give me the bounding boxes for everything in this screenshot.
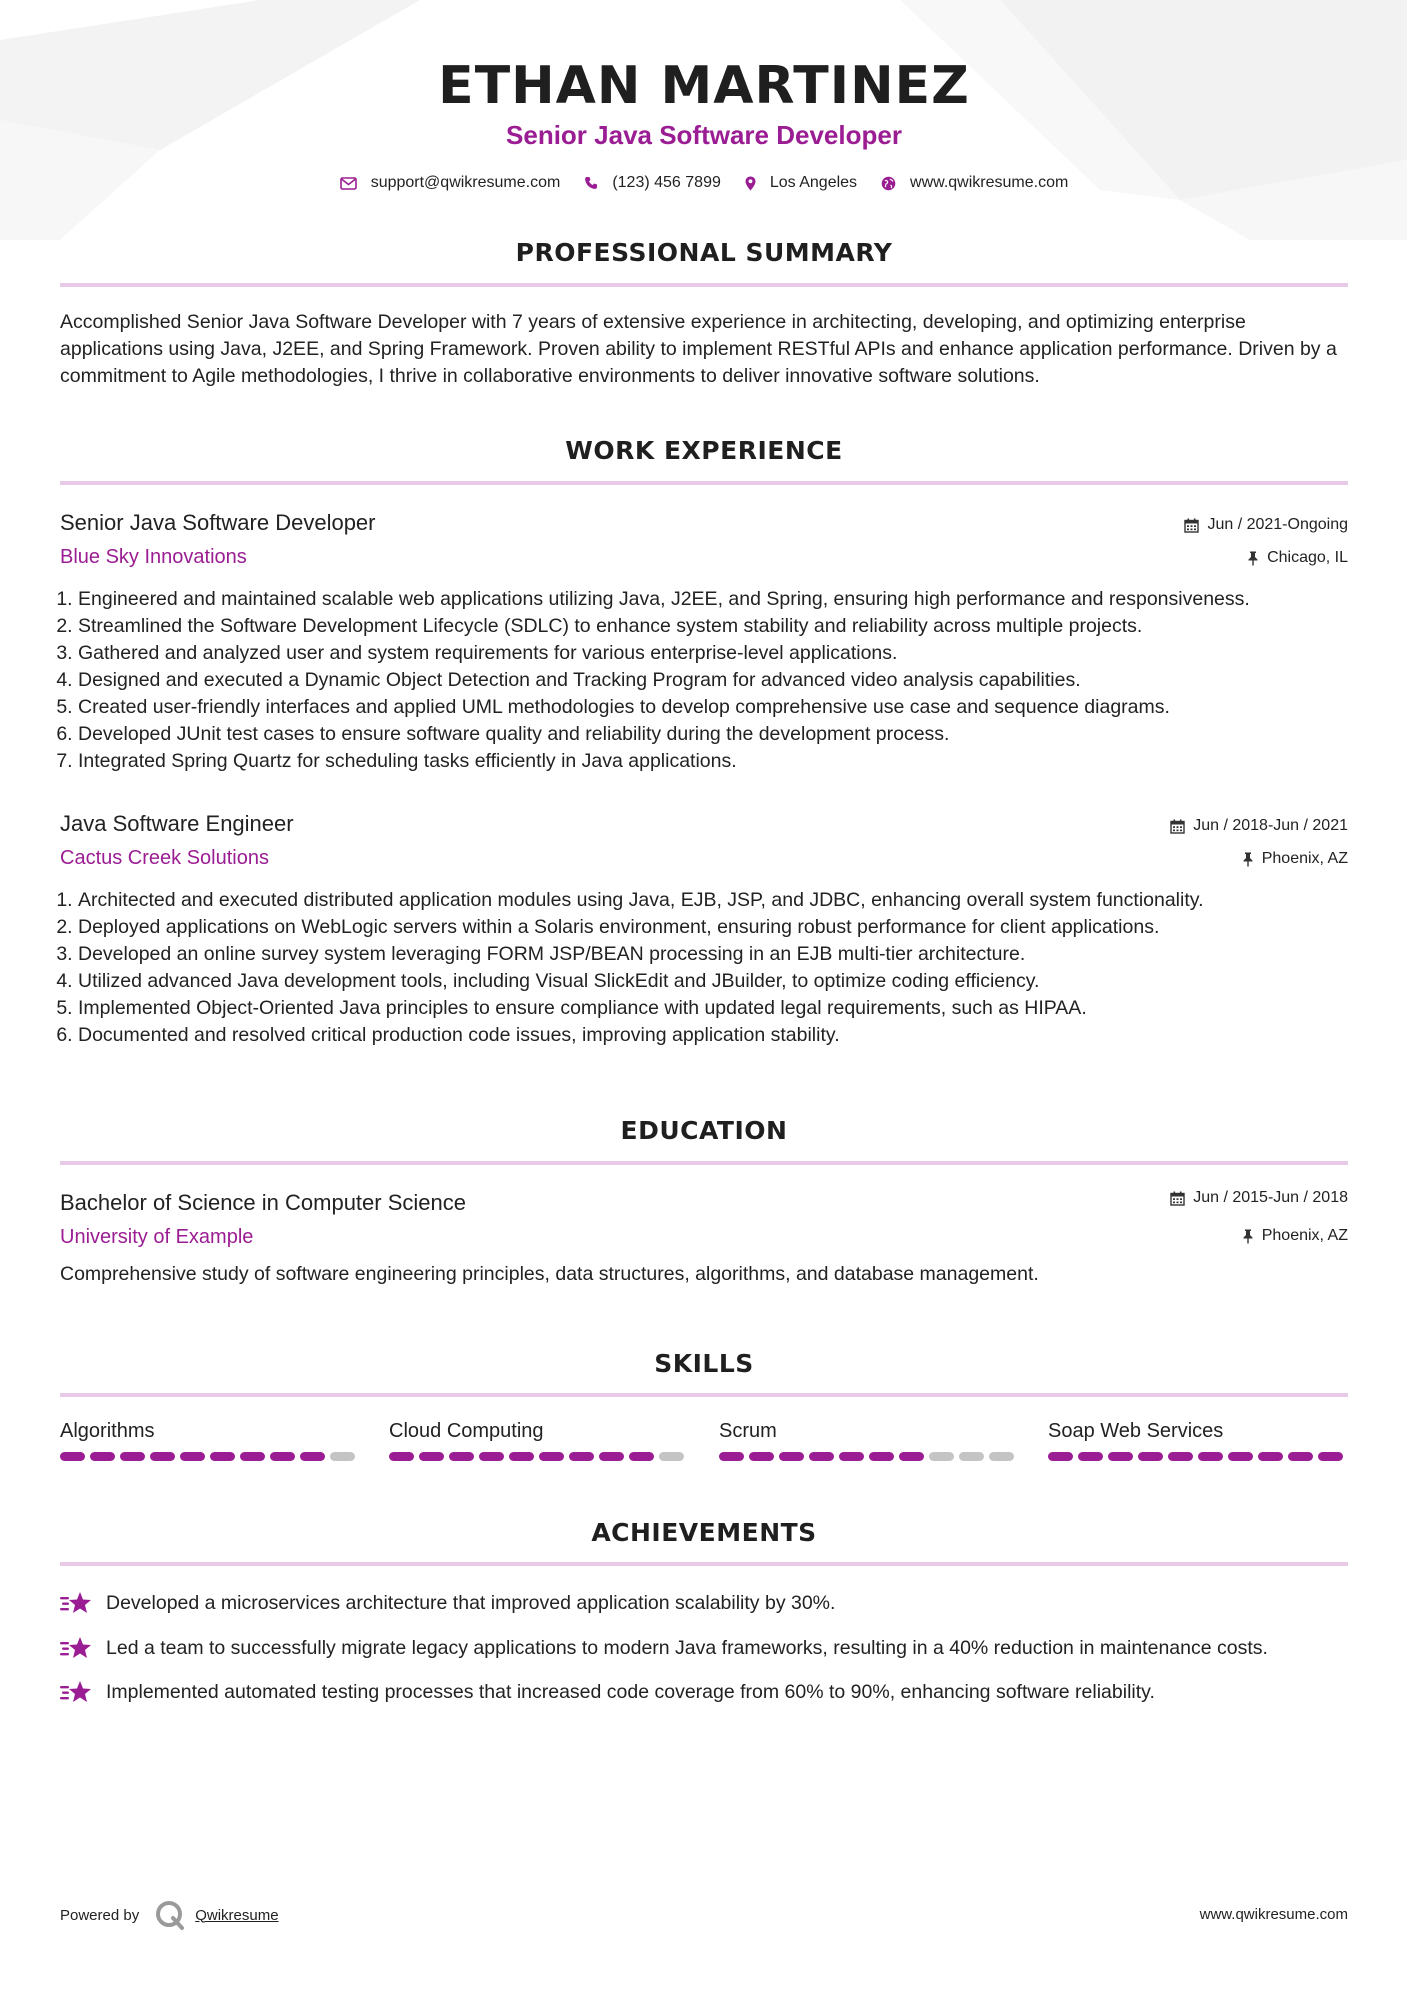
skill-level-bar xyxy=(389,1452,684,1461)
phone-icon xyxy=(584,176,598,190)
skill-segment-filled xyxy=(1048,1452,1073,1461)
skill-segment-filled xyxy=(539,1452,564,1461)
skill-segment-filled xyxy=(120,1452,145,1461)
education-school: University of Example xyxy=(60,1226,254,1248)
contact-phone-text: (123) 456 7899 xyxy=(612,174,721,191)
list-item: 2. Streamlined the Software Development Lifecycle (SDLC) to enhance system stability and reliability across multiple projects. xyxy=(78,613,1348,640)
map-marker-icon xyxy=(745,176,756,191)
job-dates-text: Jun / 2021-Ongoing xyxy=(1207,516,1348,533)
list-item: 3. Gathered and analyzed user and system requirements for various enterprise-level applications. xyxy=(78,640,1348,667)
skill-segment-filled xyxy=(869,1452,894,1461)
section-divider xyxy=(60,1161,1348,1165)
job-duties-list xyxy=(60,887,1348,1049)
skill-segment-filled xyxy=(1078,1452,1103,1461)
skill-segment-filled xyxy=(90,1452,115,1461)
education-location xyxy=(1242,1227,1348,1245)
skill-segment-filled xyxy=(569,1452,594,1461)
globe-icon xyxy=(881,176,896,191)
list-item: 2. Deployed applications on WebLogic servers within a Solaris environment, ensuring robust performance for client applications. xyxy=(78,914,1348,941)
skill-segment-filled xyxy=(240,1452,265,1461)
skill-segment-filled xyxy=(1138,1452,1163,1461)
contact-website[interactable] xyxy=(881,174,1068,192)
candidate-role: Senior Java Software Developer xyxy=(506,120,902,150)
job-dates xyxy=(1184,516,1348,534)
skill-level-bar xyxy=(60,1452,355,1461)
education-location-text: Phoenix, AZ xyxy=(1261,1227,1348,1244)
education-dates-text: Jun / 2015-Jun / 2018 xyxy=(1193,1189,1348,1206)
pushpin-icon xyxy=(1242,1229,1254,1244)
calendar-icon xyxy=(1170,1191,1185,1206)
job-dates-text: Jun / 2018-Jun / 2021 xyxy=(1193,817,1348,834)
footer-url-link[interactable]: www.qwikresume.com xyxy=(1199,1906,1348,1923)
list-item: 1. Engineered and maintained scalable web applications utilizing Java, J2EE, and Spring, ensuring high performance and responsiveness. xyxy=(78,586,1348,613)
skill-segment-filled xyxy=(899,1452,924,1461)
contact-website-text: www.qwikresume.com xyxy=(910,174,1069,191)
contact-phone[interactable] xyxy=(584,174,721,192)
skill-level-bar xyxy=(1048,1452,1343,1461)
envelope-icon xyxy=(340,177,357,190)
skill-segment-filled xyxy=(809,1452,834,1461)
skill-segment-filled xyxy=(210,1452,235,1461)
skill-segment-empty xyxy=(330,1452,355,1461)
summary-text: Accomplished Senior Java Software Developer with 7 years of extensive experience in architecting, developing, and optimizing enterprise applications using Java, J2EE, and Spring Framework. Proven ability to implement RESTful APIs and enhance application performance. Driven by a commitment to Agile methodologies, I thrive in collaborative environments to deliver innovative software solutions. xyxy=(60,311,1337,387)
skill-segment-filled xyxy=(479,1452,504,1461)
skill-item xyxy=(719,1420,1019,1443)
achievement-text: Developed a microservices architecture that improved application scalability by 30%. xyxy=(106,1591,836,1614)
contact-email-text: support@qwikresume.com xyxy=(370,174,561,191)
section-title-achievements: ACHIEVEMENTS xyxy=(591,1518,817,1547)
skill-segment-filled xyxy=(1198,1452,1223,1461)
skill-name: Algorithms xyxy=(60,1420,155,1442)
footer-powered-by xyxy=(60,1898,279,1932)
education-degree: Bachelor of Science in Computer Science xyxy=(60,1190,466,1215)
list-item: 4. Utilized advanced Java development tools, including Visual SlickEdit and JBuilder, to optimize coding efficiency. xyxy=(78,968,1348,995)
contact-location-text: Los Angeles xyxy=(769,174,858,191)
skill-item xyxy=(1048,1420,1348,1443)
list-item: 3. Developed an online survey system leveraging FORM JSP/BEAN processing in an EJB multi-tier architecture. xyxy=(78,941,1348,968)
job-duties-list xyxy=(60,586,1348,775)
skill-segment-filled xyxy=(719,1452,744,1461)
skill-segment-filled xyxy=(629,1452,654,1461)
skill-segment-empty xyxy=(959,1452,984,1461)
skill-segment-filled xyxy=(300,1452,325,1461)
skill-segment-filled xyxy=(419,1452,444,1461)
skill-item xyxy=(389,1420,689,1443)
section-divider xyxy=(60,481,1348,485)
contact-location xyxy=(745,174,857,192)
skill-segment-filled xyxy=(1258,1452,1283,1461)
job-company: Cactus Creek Solutions xyxy=(60,847,269,869)
achievement-text: Implemented automated testing processes that increased code coverage from 60% to 90%, enhancing software reliability. xyxy=(106,1680,1155,1703)
job-location-text: Chicago, IL xyxy=(1267,549,1348,566)
contact-email[interactable] xyxy=(340,174,561,192)
skill-level-bar xyxy=(719,1452,1014,1461)
skill-segment-filled xyxy=(1108,1452,1133,1461)
section-divider xyxy=(60,1393,1348,1397)
shooting-star-icon xyxy=(60,1590,92,1616)
education-dates xyxy=(1170,1189,1348,1207)
calendar-icon xyxy=(1170,819,1185,834)
skill-segment-empty xyxy=(659,1452,684,1461)
skill-item xyxy=(60,1420,360,1443)
skill-segment-empty xyxy=(989,1452,1014,1461)
shooting-star-icon xyxy=(60,1635,92,1661)
job-location-text: Phoenix, AZ xyxy=(1261,850,1348,867)
skill-segment-filled xyxy=(779,1452,804,1461)
candidate-name: ETHAN MARTINEZ xyxy=(438,56,970,116)
job-location xyxy=(1242,850,1348,868)
education-description: Comprehensive study of software engineering principles, data structures, algorithms, and database management. xyxy=(60,1263,1039,1285)
job-dates xyxy=(1170,817,1348,835)
section-title-experience: WORK EXPERIENCE xyxy=(565,436,843,465)
pushpin-icon xyxy=(1242,852,1254,867)
skill-segment-filled xyxy=(599,1452,624,1461)
achievement-item xyxy=(60,1635,1268,1661)
footer-brand-link[interactable]: Qwikresume xyxy=(195,1906,279,1924)
job-title: Senior Java Software Developer xyxy=(60,510,376,535)
list-item: 7. Integrated Spring Quartz for scheduling tasks efficiently in Java applications. xyxy=(78,748,1348,775)
list-item: 1. Architected and executed distributed application modules using Java, EJB, JSP, and JDBC, enhancing overall system functionality. xyxy=(78,887,1348,914)
list-item: 5. Created user-friendly interfaces and applied UML methodologies to develop comprehensive use case and sequence diagrams. xyxy=(78,694,1348,721)
list-item: 4. Designed and executed a Dynamic Object Detection and Tracking Program for advanced video analysis capabilities. xyxy=(78,667,1348,694)
skill-name: Soap Web Services xyxy=(1048,1420,1224,1442)
skill-segment-filled xyxy=(1318,1452,1343,1461)
skill-segment-filled xyxy=(270,1452,295,1461)
section-title-skills: SKILLS xyxy=(654,1349,754,1378)
calendar-icon xyxy=(1184,518,1199,533)
skill-segment-filled xyxy=(449,1452,474,1461)
list-item: 5. Implemented Object-Oriented Java principles to ensure compliance with updated legal requirements, such as HIPAA. xyxy=(78,995,1348,1022)
skill-segment-empty xyxy=(929,1452,954,1461)
skill-segment-filled xyxy=(60,1452,85,1461)
section-title-education: EDUCATION xyxy=(620,1116,788,1145)
skill-name: Cloud Computing xyxy=(389,1420,544,1442)
skill-segment-filled xyxy=(749,1452,774,1461)
skill-name: Scrum xyxy=(719,1420,777,1442)
list-item: 6. Documented and resolved critical production code issues, improving application stability. xyxy=(78,1022,1348,1049)
skill-segment-filled xyxy=(1288,1452,1313,1461)
skill-segment-filled xyxy=(509,1452,534,1461)
powered-by-label: Powered by xyxy=(60,1906,140,1924)
skill-segment-filled xyxy=(839,1452,864,1461)
skill-segment-filled xyxy=(180,1452,205,1461)
contact-bar xyxy=(60,174,1348,192)
pushpin-icon xyxy=(1247,551,1259,566)
job-company: Blue Sky Innovations xyxy=(60,546,247,568)
qwikresume-logo-icon xyxy=(153,1898,187,1932)
section-divider xyxy=(60,1562,1348,1566)
list-item: 6. Developed JUnit test cases to ensure software quality and reliability during the development process. xyxy=(78,721,1348,748)
job-location xyxy=(1247,549,1348,567)
shooting-star-icon xyxy=(60,1679,92,1705)
skill-segment-filled xyxy=(150,1452,175,1461)
skill-segment-filled xyxy=(1168,1452,1193,1461)
skill-segment-filled xyxy=(389,1452,414,1461)
section-divider xyxy=(60,283,1348,287)
achievement-text: Led a team to successfully migrate legacy applications to modern Java frameworks, resulting in a 40% reduction in maintenance costs. xyxy=(106,1636,1268,1659)
achievement-item xyxy=(60,1679,1155,1705)
section-title-summary: PROFESSIONAL SUMMARY xyxy=(515,238,893,267)
job-title: Java Software Engineer xyxy=(60,811,294,836)
skill-segment-filled xyxy=(1228,1452,1253,1461)
achievement-item xyxy=(60,1590,835,1616)
